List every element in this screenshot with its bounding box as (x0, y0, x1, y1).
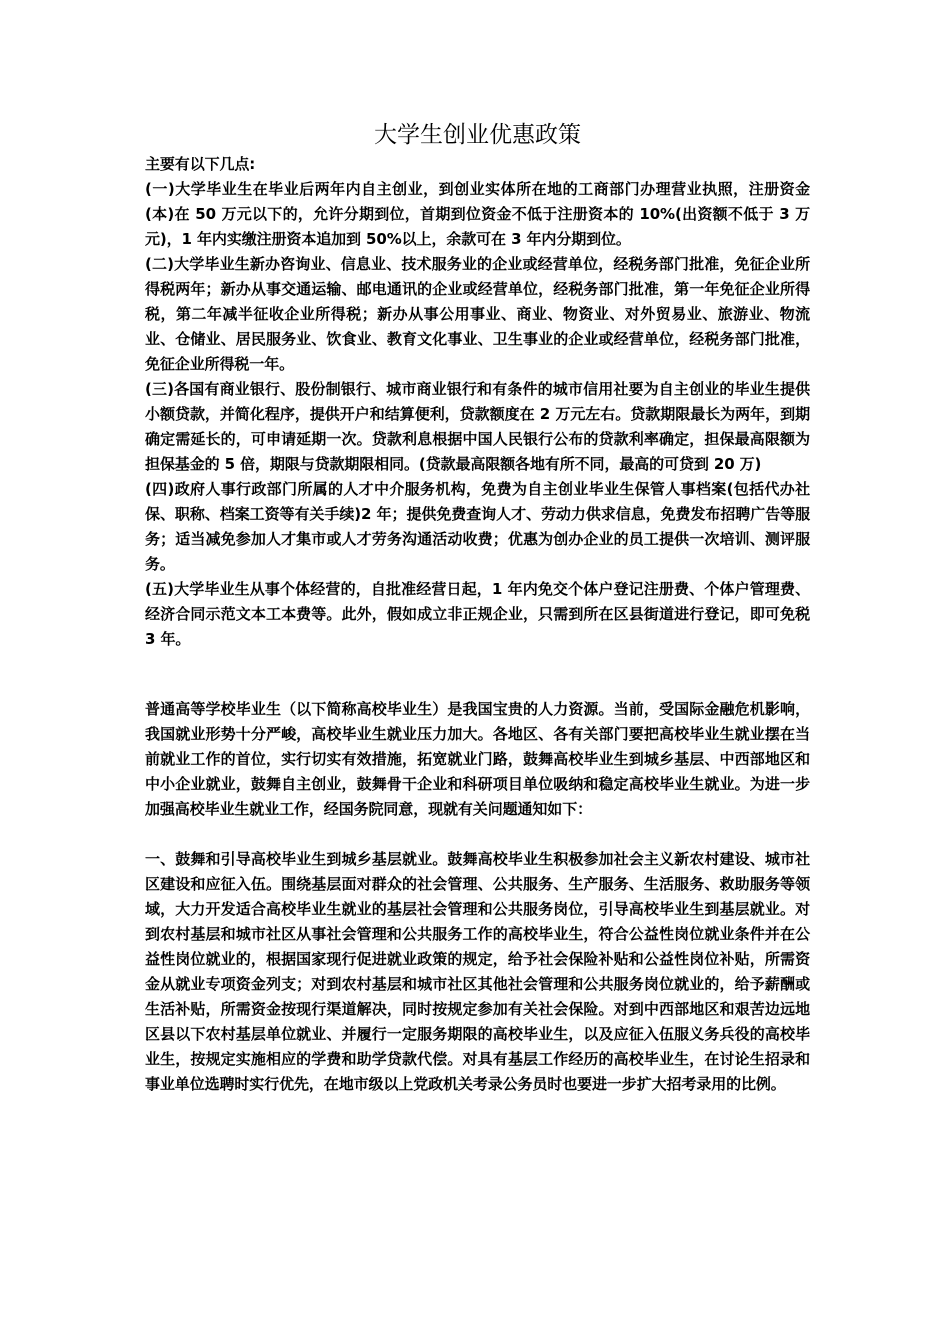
document-title: 大学生创业优惠政策 (374, 122, 581, 148)
document-page (145, 118, 810, 1097)
policy-point-4: (四)政府人事行政部门所属的人才中介服务机构，免费为自主创业毕业生保管人事档案(包括代办社保、职称、档案工资等有关手续)2 年；提供免费查询人才、劳动力供求信息，免费发布招聘广告等服务；适当减免参加人才集市或人才劳务沟通活动收费；优惠为创办企业的员工提供一次培训、测评服务。 (145, 480, 810, 573)
section-spacer (145, 652, 810, 697)
policy-point-2: (二)大学毕业生新办咨询业、信息业、技术服务业的企业或经营单位，经税务部门批准，免征企业所得税两年；新办从事交通运输、邮电通讯的企业或经营单位，经税务部门批准，第一年免征企业所得税，第二年减半征收企业所得税；新办从事公用事业、商业、物资业、对外贸易业、旅游业、物流业、仓储业、居民服务业、饮食业、教育文化事业、卫生事业的企业或经营单位，经税务部门批准，免征企业所得税一年。 (145, 255, 810, 373)
paragraph-spacer (145, 822, 810, 847)
policy-point-1: (一)大学毕业生在毕业后两年内自主创业，到创业实体所在地的工商部门办理营业执照，注册资金(本)在 50 万元以下的，允许分期到位，首期到位资金不低于注册资本的 10%(出资额不低于 3 万元)，1 年内实缴注册资本追加到 50%以上，余款可在 3 年内分期到位。 (145, 180, 810, 248)
policy-point-5: (五)大学毕业生从事个体经营的，自批准经营日起，1 年内免交个体户登记注册费、个体户管理费、经济合同示范文本工本费等。此外，假如成立非正规企业，只需到所在区县街道进行登记，即可免税 3 年。 (145, 580, 810, 648)
section-one-paragraph: 一、鼓舞和引导高校毕业生到城乡基层就业。鼓舞高校毕业生积极参加社会主义新农村建设、城市社区建设和应征入伍。围绕基层面对群众的社会管理、公共服务、生产服务、生活服务、救助服务等领域，大力开发适合高校毕业生就业的基层社会管理和公共服务岗位，引导高校毕业生到基层就业。对到农村基层和城市社区从事社会管理和公共服务工作的高校毕业生，符合公益性岗位就业条件并在公益性岗位就业的，根据国家现行促进就业政策的规定，给予社会保险补贴和公益性岗位补贴，所需资金从就业专项资金列支；对到农村基层和城市社区其他社会管理和公共服务岗位就业的，给予薪酬或生活补贴，所需资金按现行渠道解决，同时按规定参加有关社会保险。对到中西部地区和艰苦边远地区县以下农村基层单位就业、并履行一定服务期限的高校毕业生，以及应征入伍服义务兵役的高校毕业生，按规定实施相应的学费和助学贷款代偿。对具有基层工作经历的高校毕业生，在讨论生招录和事业单位选聘时实行优先，在地市级以上党政机关考录公务员时也要进一步扩大招考录用的比例。 (145, 850, 810, 1093)
policy-point-3: (三)各国有商业银行、股份制银行、城市商业银行和有条件的城市信用社要为自主创业的毕业生提供小额贷款，并简化程序，提供开户和结算便利，贷款额度在 2 万元左右。贷款期限最长为两年，到期确定需延长的，可申请延期一次。贷款利息根据中国人民银行公布的贷款利率确定，担保最高限额为担保基金的 5 倍，期限与贷款期限相同。(贷款最高限额各地有所不同，最高的可贷到 20 万) (145, 380, 810, 473)
intro-line: 主要有以下几点: (145, 155, 256, 173)
notice-intro-paragraph: 普通高等学校毕业生（以下简称高校毕业生）是我国宝贵的人力资源。当前，受国际金融危机影响，我国就业形势十分严峻，高校毕业生就业压力加大。各地区、各有关部门要把高校毕业生就业摆在当前就业工作的首位，实行切实有效措施，拓宽就业门路，鼓舞高校毕业生到城乡基层、中西部地区和中小企业就业，鼓舞自主创业，鼓舞骨干企业和科研项目单位吸纳和稳定高校毕业生就业。为进一步加强高校毕业生就业工作，经国务院同意，现就有关问题通知如下： (145, 700, 810, 818)
